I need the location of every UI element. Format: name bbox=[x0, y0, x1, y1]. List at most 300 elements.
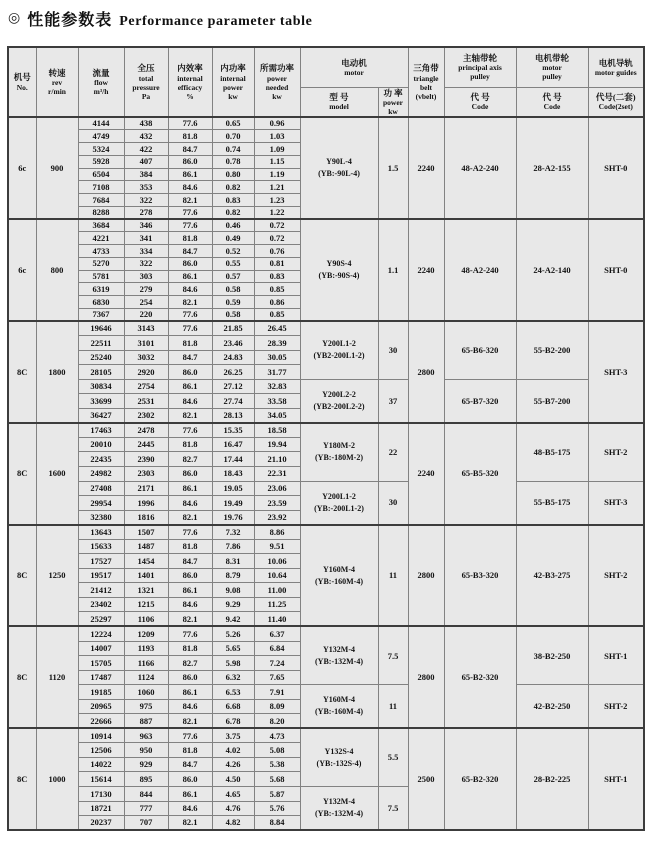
cell-internal-power: 0.74 bbox=[212, 143, 254, 156]
cell-pressure: 220 bbox=[124, 308, 168, 321]
motor-model: Y180M-2 bbox=[323, 441, 355, 451]
cell-motor-power: 37 bbox=[378, 379, 408, 423]
cell-needed-power: 11.00 bbox=[254, 583, 300, 598]
cell-principal: 65-B2-320 bbox=[444, 626, 516, 728]
cell-efficacy: 84.7 bbox=[168, 143, 212, 156]
cell-flow: 4733 bbox=[78, 245, 124, 258]
cell-efficacy: 81.8 bbox=[168, 437, 212, 452]
cell-flow: 22435 bbox=[78, 452, 124, 467]
cell-efficacy: 84.6 bbox=[168, 496, 212, 511]
cell-principal: 48-A2-240 bbox=[444, 219, 516, 321]
cell-needed-power: 19.94 bbox=[254, 437, 300, 452]
cell-rev: 1600 bbox=[36, 423, 78, 525]
cell-belt: 2800 bbox=[408, 525, 444, 627]
cell-pressure: 2920 bbox=[124, 365, 168, 380]
cell-motor-power: 30 bbox=[378, 321, 408, 379]
cell-efficacy: 77.6 bbox=[168, 423, 212, 438]
cell-belt: 2800 bbox=[408, 626, 444, 728]
cell-pressure: 1401 bbox=[124, 568, 168, 583]
cell-pressure: 929 bbox=[124, 757, 168, 772]
cell-internal-power: 7.32 bbox=[212, 525, 254, 540]
cell-pulley: 38-B2-250 bbox=[516, 626, 588, 684]
cell-pressure: 422 bbox=[124, 143, 168, 156]
table-row bbox=[8, 321, 644, 336]
cell-needed-power: 0.86 bbox=[254, 296, 300, 309]
cell-internal-power: 0.58 bbox=[212, 308, 254, 321]
cell-needed-power: 1.22 bbox=[254, 206, 300, 219]
header-line: 全压 bbox=[137, 63, 155, 74]
cell-belt: 2240 bbox=[408, 117, 444, 219]
cell-motor-model bbox=[300, 728, 378, 786]
cell-pressure: 777 bbox=[124, 801, 168, 816]
header-needed-power bbox=[254, 47, 300, 117]
cell-efficacy: 84.6 bbox=[168, 181, 212, 194]
cell-pressure: 963 bbox=[124, 728, 168, 743]
cell-flow: 25240 bbox=[78, 350, 124, 365]
cell-pressure: 1507 bbox=[124, 525, 168, 540]
table-row bbox=[8, 423, 644, 438]
cell-flow: 22666 bbox=[78, 714, 124, 729]
table-row bbox=[8, 728, 644, 743]
cell-needed-power: 10.06 bbox=[254, 554, 300, 569]
header-motor-pulley bbox=[516, 47, 588, 87]
cell-principal: 65-B6-320 bbox=[444, 321, 516, 379]
cell-flow: 6319 bbox=[78, 283, 124, 296]
cell-efficacy: 82.1 bbox=[168, 408, 212, 423]
table-row bbox=[8, 626, 644, 641]
header-line: 三角带 bbox=[413, 63, 439, 74]
cell-internal-power: 5.65 bbox=[212, 641, 254, 656]
cell-principal: 48-A2-240 bbox=[444, 117, 516, 219]
cell-motor-power: 7.5 bbox=[378, 626, 408, 684]
header-flow bbox=[78, 47, 124, 117]
cell-needed-power: 1.23 bbox=[254, 194, 300, 207]
cell-pressure: 1487 bbox=[124, 539, 168, 554]
cell-internal-power: 0.83 bbox=[212, 194, 254, 207]
cell-pressure: 1454 bbox=[124, 554, 168, 569]
cell-belt: 2500 bbox=[408, 728, 444, 830]
cell-flow: 10914 bbox=[78, 728, 124, 743]
cell-flow: 20010 bbox=[78, 437, 124, 452]
header-line: power bbox=[383, 97, 403, 107]
header-line: 代 号 bbox=[470, 92, 490, 103]
cell-guides: SHT-1 bbox=[588, 626, 644, 684]
cell-efficacy: 86.1 bbox=[168, 685, 212, 700]
table-row bbox=[8, 481, 644, 496]
motor-model: Y200L1-2 bbox=[322, 339, 356, 349]
cell-efficacy: 84.6 bbox=[168, 597, 212, 612]
cell-motor-power: 7.5 bbox=[378, 787, 408, 831]
cell-efficacy: 86.1 bbox=[168, 379, 212, 394]
cell-needed-power: 0.72 bbox=[254, 219, 300, 232]
cell-needed-power: 34.05 bbox=[254, 408, 300, 423]
cell-motor-model bbox=[300, 321, 378, 379]
header-line: needed bbox=[265, 82, 289, 92]
cell-needed-power: 1.03 bbox=[254, 130, 300, 143]
cell-needed-power: 21.10 bbox=[254, 452, 300, 467]
cell-efficacy: 81.8 bbox=[168, 539, 212, 554]
cell-flow: 5270 bbox=[78, 257, 124, 270]
header-line: r/min bbox=[48, 87, 66, 97]
cell-flow: 36427 bbox=[78, 408, 124, 423]
header-line: 内效率 bbox=[177, 63, 203, 74]
cell-efficacy: 77.6 bbox=[168, 525, 212, 540]
motor-model-alt: (YB:-160M-4) bbox=[315, 576, 363, 586]
cell-efficacy: 82.1 bbox=[168, 510, 212, 525]
title-en: Performance parameter table bbox=[119, 14, 313, 29]
header-pulley-code bbox=[516, 87, 588, 117]
cell-needed-power: 5.38 bbox=[254, 757, 300, 772]
cell-needed-power: 9.51 bbox=[254, 539, 300, 554]
cell-principal: 65-B2-320 bbox=[444, 728, 516, 830]
cell-no: 8C bbox=[8, 321, 36, 423]
cell-needed-power: 1.15 bbox=[254, 155, 300, 168]
cell-needed-power: 33.58 bbox=[254, 394, 300, 409]
cell-efficacy: 77.6 bbox=[168, 626, 212, 641]
cell-internal-power: 0.65 bbox=[212, 117, 254, 130]
cell-internal-power: 5.98 bbox=[212, 656, 254, 671]
cell-flow: 5781 bbox=[78, 270, 124, 283]
cell-pressure: 341 bbox=[124, 232, 168, 245]
cell-internal-power: 0.52 bbox=[212, 245, 254, 258]
header-line: principal axis bbox=[458, 63, 502, 73]
cell-needed-power: 8.84 bbox=[254, 816, 300, 831]
header-line: Pa bbox=[141, 91, 151, 101]
cell-motor-model bbox=[300, 685, 378, 729]
cell-needed-power: 1.21 bbox=[254, 181, 300, 194]
cell-pulley: 28-B2-225 bbox=[516, 728, 588, 830]
cell-flow: 12224 bbox=[78, 626, 124, 641]
header-line: internal bbox=[220, 73, 246, 83]
cell-flow: 12506 bbox=[78, 743, 124, 758]
cell-efficacy: 84.7 bbox=[168, 757, 212, 772]
header-line: kw bbox=[228, 91, 238, 101]
cell-internal-power: 5.26 bbox=[212, 626, 254, 641]
cell-flow: 4144 bbox=[78, 117, 124, 130]
block-1120 bbox=[8, 626, 644, 728]
header-line: motor bbox=[344, 67, 364, 77]
header-line: 电机导轨 bbox=[598, 57, 633, 68]
cell-motor-power: 1.1 bbox=[378, 219, 408, 321]
cell-flow: 17463 bbox=[78, 423, 124, 438]
cell-pressure: 707 bbox=[124, 816, 168, 831]
header-line: pulley bbox=[470, 72, 490, 82]
cell-rev: 800 bbox=[36, 219, 78, 321]
header-line: 电机带轮 bbox=[535, 53, 570, 64]
header-line: motor bbox=[542, 63, 562, 73]
motor-model: Y132M-4 bbox=[323, 644, 355, 654]
cell-pressure: 353 bbox=[124, 181, 168, 194]
cell-internal-power: 3.75 bbox=[212, 728, 254, 743]
cell-needed-power: 31.77 bbox=[254, 365, 300, 380]
cell-flow: 19185 bbox=[78, 685, 124, 700]
cell-pressure: 278 bbox=[124, 206, 168, 219]
cell-flow: 29954 bbox=[78, 496, 124, 511]
header-line: Code bbox=[471, 102, 489, 112]
table-row bbox=[8, 379, 644, 394]
cell-pressure: 2754 bbox=[124, 379, 168, 394]
cell-efficacy: 84.6 bbox=[168, 801, 212, 816]
cell-internal-power: 0.82 bbox=[212, 181, 254, 194]
header-line: Code(2set) bbox=[598, 102, 633, 112]
cell-pulley: 55-B5-175 bbox=[516, 481, 588, 525]
header-line: kw bbox=[388, 106, 398, 116]
cell-pulley: 28-A2-155 bbox=[516, 117, 588, 219]
header-line: 机号 bbox=[13, 72, 31, 83]
cell-rev: 1120 bbox=[36, 626, 78, 728]
cell-guides: SHT-1 bbox=[588, 728, 644, 830]
motor-model-alt: (YB:-200L1-2) bbox=[314, 503, 364, 513]
cell-pressure: 1816 bbox=[124, 510, 168, 525]
cell-flow: 8288 bbox=[78, 206, 124, 219]
cell-needed-power: 11.40 bbox=[254, 612, 300, 627]
cell-efficacy: 86.1 bbox=[168, 481, 212, 496]
cell-efficacy: 84.6 bbox=[168, 394, 212, 409]
cell-flow: 23402 bbox=[78, 597, 124, 612]
cell-pressure: 303 bbox=[124, 270, 168, 283]
header-efficacy bbox=[168, 47, 212, 117]
header-line: 代号(二套) bbox=[595, 92, 636, 103]
cell-pressure: 2302 bbox=[124, 408, 168, 423]
cell-motor-model bbox=[300, 525, 378, 627]
cell-pressure: 1996 bbox=[124, 496, 168, 511]
cell-motor-model bbox=[300, 423, 378, 481]
motor-model-alt: (YB:-132M-4) bbox=[315, 809, 363, 819]
cell-internal-power: 9.29 bbox=[212, 597, 254, 612]
cell-needed-power: 18.58 bbox=[254, 423, 300, 438]
cell-internal-power: 4.65 bbox=[212, 787, 254, 802]
cell-needed-power: 5.76 bbox=[254, 801, 300, 816]
cell-pressure: 438 bbox=[124, 117, 168, 130]
motor-model-alt: (YB:-90L-4) bbox=[318, 169, 360, 178]
cell-efficacy: 86.1 bbox=[168, 787, 212, 802]
cell-pulley: 48-B5-175 bbox=[516, 423, 588, 481]
cell-rev: 1800 bbox=[36, 321, 78, 423]
cell-internal-power: 19.49 bbox=[212, 496, 254, 511]
cell-motor-model bbox=[300, 481, 378, 525]
cell-efficacy: 84.7 bbox=[168, 350, 212, 365]
cell-efficacy: 86.0 bbox=[168, 568, 212, 583]
cell-no: 8C bbox=[8, 626, 36, 728]
motor-model-alt: (YB:-90S-4) bbox=[318, 271, 360, 280]
header-line: 功 率 bbox=[383, 87, 403, 98]
header-internal-power bbox=[212, 47, 254, 117]
performance-table bbox=[7, 46, 645, 831]
cell-needed-power: 23.92 bbox=[254, 510, 300, 525]
cell-internal-power: 15.35 bbox=[212, 423, 254, 438]
cell-needed-power: 0.85 bbox=[254, 283, 300, 296]
cell-pressure: 1193 bbox=[124, 641, 168, 656]
title-zh: 性能参数表 bbox=[27, 12, 113, 29]
motor-model: Y132S-4 bbox=[324, 746, 354, 756]
cell-flow: 15633 bbox=[78, 539, 124, 554]
cell-efficacy: 81.8 bbox=[168, 641, 212, 656]
header-line: flow bbox=[94, 78, 108, 88]
cell-motor-power: 1.5 bbox=[378, 117, 408, 219]
cell-guides: SHT-0 bbox=[588, 219, 644, 321]
cell-pressure: 1124 bbox=[124, 670, 168, 685]
cell-efficacy: 82.1 bbox=[168, 296, 212, 309]
cell-pressure: 1209 bbox=[124, 626, 168, 641]
cell-efficacy: 77.6 bbox=[168, 206, 212, 219]
cell-needed-power: 8.09 bbox=[254, 699, 300, 714]
cell-efficacy: 82.1 bbox=[168, 612, 212, 627]
cell-internal-power: 27.12 bbox=[212, 379, 254, 394]
cell-needed-power: 32.83 bbox=[254, 379, 300, 394]
cell-internal-power: 8.79 bbox=[212, 568, 254, 583]
motor-model: Y160M-4 bbox=[323, 695, 355, 705]
cell-needed-power: 8.86 bbox=[254, 525, 300, 540]
cell-efficacy: 86.1 bbox=[168, 168, 212, 181]
cell-flow: 6504 bbox=[78, 168, 124, 181]
header-line: internal bbox=[177, 73, 203, 83]
cell-pressure: 2303 bbox=[124, 466, 168, 481]
table-row bbox=[8, 117, 644, 130]
cell-internal-power: 0.80 bbox=[212, 168, 254, 181]
cell-flow: 7108 bbox=[78, 181, 124, 194]
cell-needed-power: 4.73 bbox=[254, 728, 300, 743]
cell-flow: 24982 bbox=[78, 466, 124, 481]
cell-needed-power: 0.85 bbox=[254, 308, 300, 321]
cell-internal-power: 6.78 bbox=[212, 714, 254, 729]
cell-no: 8C bbox=[8, 423, 36, 525]
cell-internal-power: 0.82 bbox=[212, 206, 254, 219]
cell-needed-power: 23.59 bbox=[254, 496, 300, 511]
motor-model-alt: (YB2-200L2-2) bbox=[313, 401, 365, 411]
cell-pulley: 42-B3-275 bbox=[516, 525, 588, 627]
cell-needed-power: 5.68 bbox=[254, 772, 300, 787]
cell-internal-power: 17.44 bbox=[212, 452, 254, 467]
header-line: 所需功率 bbox=[259, 63, 294, 74]
block-900 bbox=[8, 117, 644, 219]
cell-motor-power: 22 bbox=[378, 423, 408, 481]
cell-internal-power: 9.42 bbox=[212, 612, 254, 627]
cell-pressure: 1060 bbox=[124, 685, 168, 700]
header-line: pulley bbox=[542, 72, 562, 82]
cell-internal-power: 19.76 bbox=[212, 510, 254, 525]
cell-pressure: 384 bbox=[124, 168, 168, 181]
cell-flow: 5928 bbox=[78, 155, 124, 168]
cell-efficacy: 81.8 bbox=[168, 232, 212, 245]
table-row bbox=[8, 219, 644, 232]
cell-flow: 25297 bbox=[78, 612, 124, 627]
cell-efficacy: 81.8 bbox=[168, 743, 212, 758]
cell-flow: 4749 bbox=[78, 130, 124, 143]
cell-efficacy: 82.1 bbox=[168, 714, 212, 729]
cell-needed-power: 11.25 bbox=[254, 597, 300, 612]
header-line: 流量 bbox=[92, 67, 110, 78]
cell-principal: 65-B5-320 bbox=[444, 423, 516, 525]
block-1250 bbox=[8, 525, 644, 627]
block-1800 bbox=[8, 321, 644, 423]
motor-model: Y200L1-2 bbox=[322, 491, 356, 501]
header-line: belt bbox=[419, 82, 433, 92]
header-motor-guides bbox=[588, 47, 644, 87]
cell-pressure: 975 bbox=[124, 699, 168, 714]
cell-flow: 14022 bbox=[78, 757, 124, 772]
motor-model: Y200L2-2 bbox=[322, 389, 356, 399]
cell-pressure: 950 bbox=[124, 743, 168, 758]
cell-internal-power: 23.46 bbox=[212, 336, 254, 351]
cell-pressure: 407 bbox=[124, 155, 168, 168]
cell-pressure: 279 bbox=[124, 283, 168, 296]
cell-efficacy: 77.6 bbox=[168, 321, 212, 336]
cell-efficacy: 86.0 bbox=[168, 466, 212, 481]
block-1000 bbox=[8, 728, 644, 830]
cell-internal-power: 24.83 bbox=[212, 350, 254, 365]
cell-pulley: 55-B7-200 bbox=[516, 379, 588, 423]
cell-rev: 1000 bbox=[36, 728, 78, 830]
header-line: 型 号 bbox=[329, 92, 349, 103]
cell-flow: 7684 bbox=[78, 194, 124, 207]
cell-belt: 2800 bbox=[408, 321, 444, 423]
cell-motor-power: 30 bbox=[378, 481, 408, 525]
cell-efficacy: 84.7 bbox=[168, 554, 212, 569]
cell-efficacy: 77.6 bbox=[168, 117, 212, 130]
header-line: power bbox=[267, 73, 287, 83]
cell-internal-power: 27.74 bbox=[212, 394, 254, 409]
cell-efficacy: 84.6 bbox=[168, 283, 212, 296]
header-line: total bbox=[138, 73, 154, 83]
cell-efficacy: 86.0 bbox=[168, 155, 212, 168]
header-line: 主轴带轮 bbox=[463, 53, 498, 64]
cell-efficacy: 77.6 bbox=[168, 219, 212, 232]
cell-internal-power: 4.50 bbox=[212, 772, 254, 787]
header-line: No. bbox=[16, 82, 28, 92]
cell-internal-power: 4.76 bbox=[212, 801, 254, 816]
cell-needed-power: 22.31 bbox=[254, 466, 300, 481]
cell-internal-power: 0.58 bbox=[212, 283, 254, 296]
table-header bbox=[8, 47, 644, 117]
motor-model-alt: (YB:-160M-4) bbox=[315, 707, 363, 717]
cell-guides: SHT-2 bbox=[588, 685, 644, 729]
cell-guides: SHT-3 bbox=[588, 321, 644, 423]
cell-pressure: 2478 bbox=[124, 423, 168, 438]
cell-principal: 65-B3-320 bbox=[444, 525, 516, 627]
cell-flow: 17487 bbox=[78, 670, 124, 685]
header-line: kw bbox=[272, 91, 282, 101]
block-1600 bbox=[8, 423, 644, 525]
header-line: pressure bbox=[132, 82, 160, 92]
cell-flow: 6830 bbox=[78, 296, 124, 309]
cell-internal-power: 19.05 bbox=[212, 481, 254, 496]
header-belt bbox=[408, 47, 444, 117]
cell-internal-power: 0.57 bbox=[212, 270, 254, 283]
motor-model-alt: (YB:-132S-4) bbox=[316, 758, 362, 768]
header-pressure bbox=[124, 47, 168, 117]
cell-pulley: 24-A2-140 bbox=[516, 219, 588, 321]
cell-motor-power: 5.5 bbox=[378, 728, 408, 786]
header-line: motor guides bbox=[594, 67, 637, 77]
cell-flow: 3684 bbox=[78, 219, 124, 232]
cell-flow: 18721 bbox=[78, 801, 124, 816]
table-row bbox=[8, 685, 644, 700]
header-line: 代 号 bbox=[542, 92, 562, 103]
cell-flow: 15614 bbox=[78, 772, 124, 787]
cell-pressure: 1106 bbox=[124, 612, 168, 627]
cell-internal-power: 26.25 bbox=[212, 365, 254, 380]
cell-needed-power: 30.05 bbox=[254, 350, 300, 365]
cell-internal-power: 0.49 bbox=[212, 232, 254, 245]
cell-efficacy: 86.0 bbox=[168, 365, 212, 380]
cell-flow: 28105 bbox=[78, 365, 124, 380]
cell-flow: 4221 bbox=[78, 232, 124, 245]
cell-needed-power: 0.96 bbox=[254, 117, 300, 130]
cell-no: 6c bbox=[8, 117, 36, 219]
cell-pressure: 334 bbox=[124, 245, 168, 258]
cell-pressure: 322 bbox=[124, 194, 168, 207]
cell-internal-power: 0.78 bbox=[212, 155, 254, 168]
